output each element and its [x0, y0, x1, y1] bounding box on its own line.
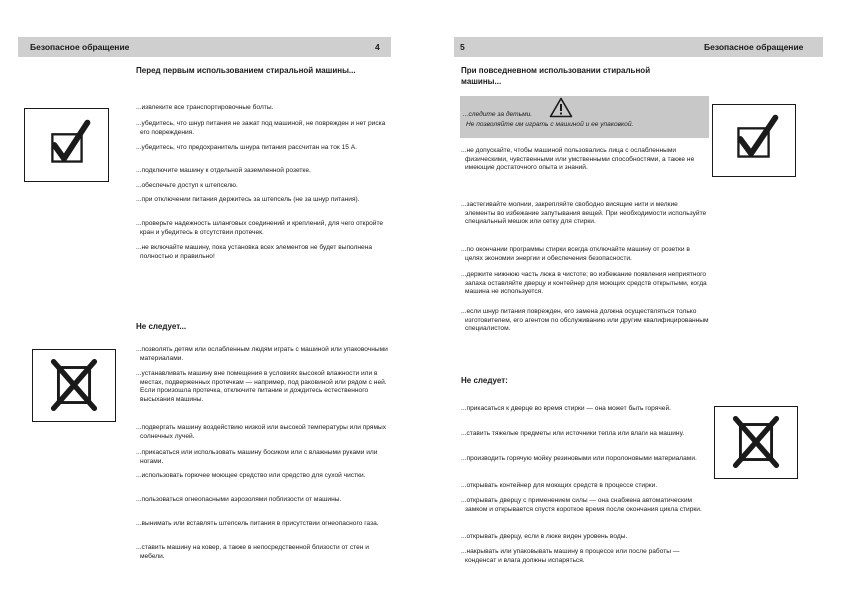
list-item: ...проверьте надежность шланговых соединений и креплений, для чего откройте кран и убедитесь в отсутствии протечек. — [136, 220, 385, 236]
list-item: ...накрывать или упаковывать машину в процессе или после работы — конденсат и влага должны испаряться. — [461, 548, 682, 564]
list-item: ...открывать дверцу, если в люке виден уровень воды. — [461, 533, 628, 540]
list-item: ...вынимать или вставлять штепсель питания в присутствии огнеопасного газа. — [136, 520, 379, 527]
list-item: ...обеспечьте доступ к штепселю. — [136, 182, 238, 189]
list-item: ...открывать контейнер для моющих средств в процессе стирки. — [461, 482, 658, 489]
page-number: 5 — [460, 42, 465, 52]
list-item: ...не допускайте, чтобы машиной пользовались лица с ослабленными физическими, чувственными или умственными способностями, а также не имеющие достаточного опыта и знаний. — [461, 147, 697, 172]
list-item: ...при отключении питания держитесь за штепсель (не за шнур питания). — [136, 196, 360, 203]
crossed-box-icon — [714, 406, 798, 479]
section-title-before-first-use: Перед первым использованием стиральной машины... — [136, 66, 356, 75]
header-bar — [454, 37, 823, 57]
list-item: ...устанавливать машину вне помещения в условиях высокой влажности или в местах, подверженных протечкам — например, под раковиной или рядом с ней. Если произошла протечка, отключите питание и дождитесь естественного высыхания машины. — [136, 370, 389, 403]
list-item: ...держите нижнюю часть люка в чистоте; во избежание появления неприятного запаха оставляйте дверцу и контейнер для моющих средств открытыми, когда машина не используется. — [461, 271, 709, 296]
list-item: ...использовать горючее моющее средство или средство для сухой чистки. — [136, 472, 366, 479]
list-item: ...ставить машину на ковер, а также в непосредственной близости от стен и мебели. — [136, 544, 371, 560]
list-item: ...подключите машину к отдельной заземленной розетке. — [136, 167, 311, 174]
section-title-daily-use: При повседневном использовании стиральной машины... — [461, 66, 651, 86]
list-item: ...подвергать машину воздействию низкой или высокой температуры или прямых солнечных лучей. — [136, 424, 388, 440]
section-title-dont: Не следует... — [136, 322, 187, 331]
list-item: ...убедитесь, что шнур питания не зажат под машиной, не поврежден и нет риска его повреждения. — [136, 120, 388, 136]
header-title: Безопасное обращение — [30, 42, 130, 52]
list-item: ...извлеките все транспортировочные болты. — [136, 104, 274, 111]
page-number: 4 — [375, 42, 380, 52]
checkmark-icon — [24, 108, 109, 182]
list-item: ...не включайте машину, пока установка всех элементов не будет выполнена полностью и правильно! — [136, 244, 374, 260]
list-item: ...открывать дверцу с применением силы — она снабжена автоматическим замком и открывается спустя короткое время после окончания цикла стирки. — [461, 497, 702, 513]
list-item: ...позволять детям или ослабленным людям играть с машиной или упаковочными материалами. — [136, 346, 390, 362]
crossed-box-icon — [32, 349, 116, 422]
header-title: Безопасное обращение — [704, 42, 804, 52]
list-item: ...ставить тяжелые предметы или источники тепла или влаги на машину. — [461, 430, 685, 437]
warning-box — [460, 96, 709, 138]
list-item: ...производить горячую мойку резиновыми или поролоновыми материалами. — [461, 455, 697, 462]
section-title-dont: Не следует: — [461, 376, 508, 385]
list-item: ...пользоваться огнеопасными аэрозолями поблизости от машины. — [136, 496, 342, 503]
list-item: ...по окончании программы стирки всегда отключайте машину от розетки в целях экономии энергии и обеспечения безопасности. — [461, 246, 692, 262]
warning-triangle-icon — [549, 97, 573, 118]
list-item: ...прикасаться к дверце во время стирки — она может быть горячей. — [461, 405, 671, 412]
header-bar — [18, 37, 391, 57]
checkmark-icon — [712, 104, 796, 177]
warning-line-1: ...следите за детьми. — [463, 111, 533, 118]
list-item: ...прикасаться или использовать машину босиком или с влажными руками или ногами. — [136, 449, 380, 465]
list-item: ...застегивайте молнии, закрепляйте свободно висящие нити и мелкие элементы во избежание запутывания вещей. При необходимости используйте специальный мешок или сетку для стирки. — [461, 201, 709, 226]
warning-line-2: Не позволяйте им играть с машиной и ее упаковкой. — [466, 121, 634, 128]
list-item: ...если шнур питания поврежден, его замена должна осуществляться только изготовителем, его агентом по обслуживанию или другим квалифицированным специалистом. — [461, 308, 711, 333]
list-item: ...убедитесь, что предохранитель шнура питания рассчитан на ток 15 А. — [136, 144, 358, 151]
